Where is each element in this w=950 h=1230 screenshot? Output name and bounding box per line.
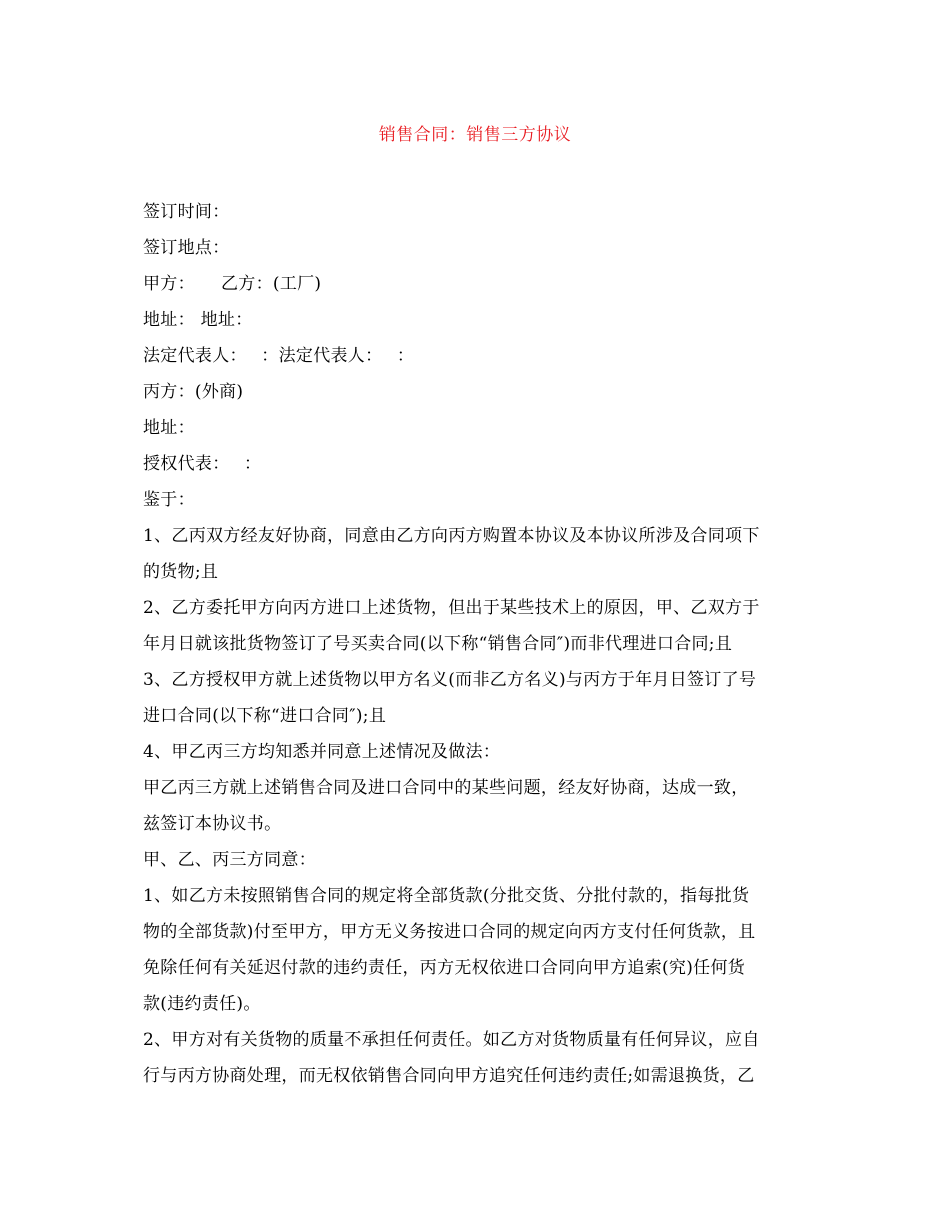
document-body <box>143 194 803 1094</box>
whereas-item-2-line-1: 2、乙方委托甲方向丙方进口上述货物，但出于某些技术上的原因，甲、乙双方于 <box>143 598 760 618</box>
document-title: 销售合同：销售三方协议 <box>378 125 572 145</box>
address-line: 地址： 地址： <box>143 310 253 330</box>
signing-place-line: 签订地点： <box>143 238 230 258</box>
whereas-item-3-line-2: 进口合同(以下称“进口合同″);且 <box>143 706 387 726</box>
party-c-line: 丙方：(外商) <box>143 382 244 402</box>
clause-1-line-4: 款(违约责任)。 <box>143 994 261 1014</box>
whereas-heading: 鉴于： <box>143 490 195 510</box>
authorized-representative-line: 授权代表： ： <box>143 454 262 474</box>
clause-2-line-2: 行与丙方协商处理，而无权依销售合同向甲方追究任何违约责任;如需退换货，乙 <box>143 1066 755 1086</box>
clause-1-line-2: 物的全部货款)付至甲方，甲方无义务按进口合同的规定向丙方支付任何货款，且 <box>143 922 756 942</box>
clause-1-line-3: 免除任何有关延迟付款的违约责任，丙方无权依进口合同向甲方追索(究)任何货 <box>143 958 746 978</box>
whereas-item-3-line-1: 3、乙方授权甲方就上述货物以甲方名义(而非乙方名义)与丙方于年月日签订了号 <box>143 670 757 690</box>
party-c-address-line: 地址： <box>143 418 195 438</box>
legal-representative-line: 法定代表人： ：法定代表人： ： <box>143 346 415 366</box>
whereas-item-1-line-2: 的货物;且 <box>143 562 219 582</box>
whereas-item-1-line-1: 1、乙丙双方经友好协商，同意由乙方向丙方购置本协议及本协议所涉及合同项下 <box>143 526 760 546</box>
clause-1-line-1: 1、如乙方未按照销售合同的规定将全部货款(分批交货、分批付款的，指每批货 <box>143 886 750 906</box>
whereas-item-4-line-1: 4、甲乙丙三方均知悉并同意上述情况及做法： <box>143 742 501 762</box>
party-a-b-line: 甲方： 乙方：(工厂) <box>143 274 322 294</box>
whereas-item-2-line-2: 年月日就该批货物签订了号买卖合同(以下称“销售合同″)而非代理进口合同;且 <box>143 634 733 654</box>
clause-2-line-1: 2、甲方对有关货物的质量不承担任何责任。如乙方对货物质量有任何异议，应自 <box>143 1030 760 1050</box>
agreement-intro-line-1: 甲乙丙三方就上述销售合同及进口合同中的某些问题，经友好协商，达成一致， <box>143 778 749 798</box>
signing-time-line: 签订时间： <box>143 202 230 222</box>
parties-agree-heading: 甲、乙、丙三方同意： <box>143 850 316 870</box>
agreement-intro-line-2: 兹签订本协议书。 <box>143 814 282 834</box>
